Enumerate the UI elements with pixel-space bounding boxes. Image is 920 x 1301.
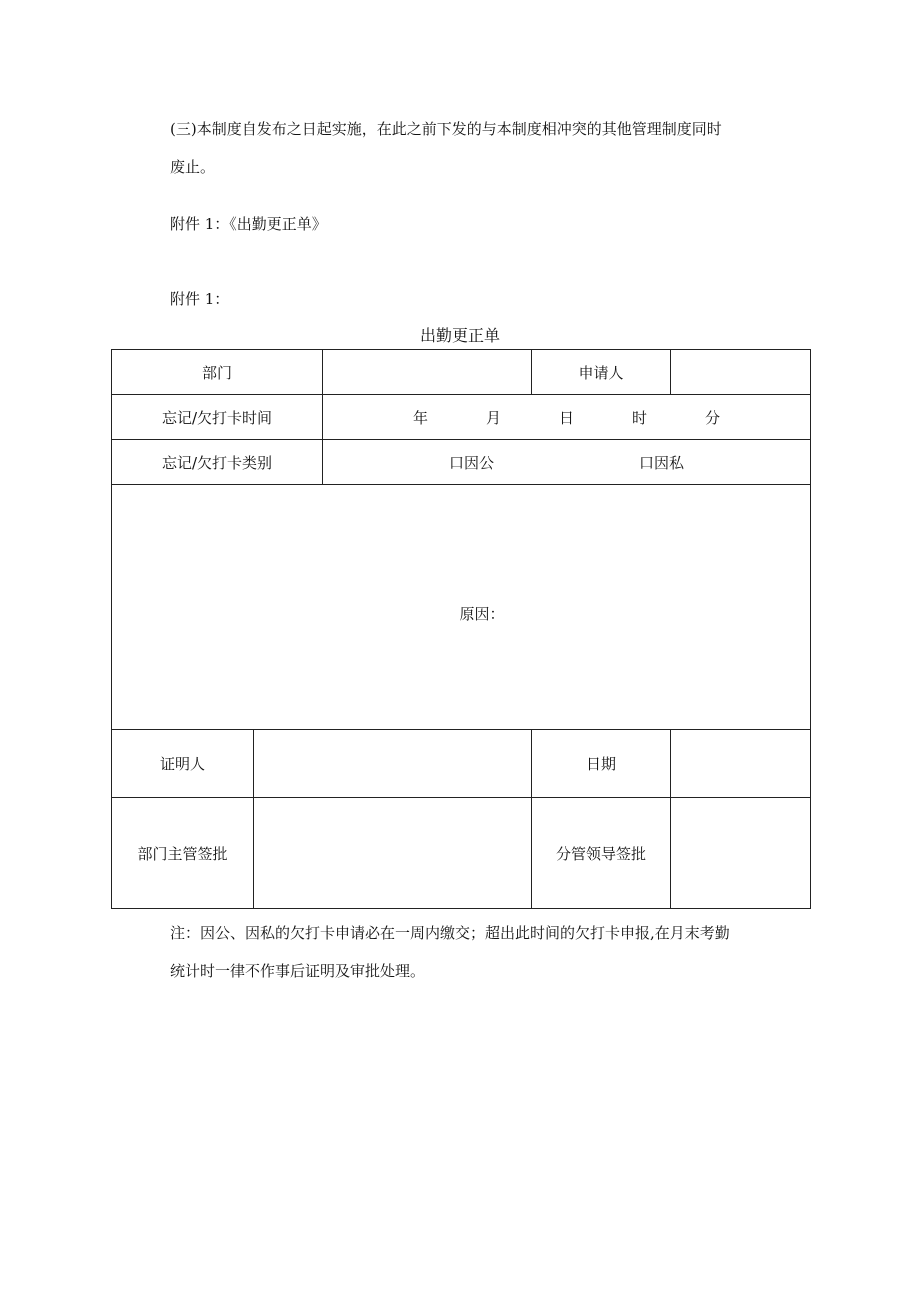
hour-unit: 时: [632, 408, 648, 427]
missed-time-label: 忘记/欠打卡时间: [112, 395, 323, 440]
applicant-label: 申请人: [532, 350, 671, 395]
missed-time-field[interactable]: [323, 395, 811, 440]
division-leader-signature-field[interactable]: [671, 798, 811, 909]
year-unit: 年: [412, 408, 428, 427]
attendance-correction-form: [111, 349, 811, 909]
department-field[interactable]: [323, 350, 532, 395]
form-row-department: [112, 350, 811, 395]
month-unit: 月: [485, 408, 501, 427]
category-private-checkbox[interactable]: 口因私: [639, 453, 685, 472]
missed-category-label: 忘记/欠打卡类别: [112, 440, 323, 485]
minute-unit: 分: [705, 408, 721, 427]
form-note-line2: 统计时一律不作事后证明及审批处理。: [170, 962, 426, 980]
division-leader-label: 分管领导签批: [532, 798, 671, 909]
form-row-time: [112, 395, 811, 440]
reason-label: 原因：: [459, 604, 505, 623]
department-label: 部门: [112, 350, 323, 395]
witness-field[interactable]: [254, 730, 532, 798]
dept-supervisor-signature-field[interactable]: [254, 798, 532, 909]
reason-field[interactable]: [112, 485, 811, 730]
policy-paragraph-line1: (三)本制度自发布之日起实施，在此之前下发的与本制度相冲突的其他管理制度同时: [170, 120, 722, 138]
policy-paragraph: [170, 110, 810, 186]
date-field[interactable]: [671, 730, 811, 798]
form-row-reason: [112, 485, 811, 730]
form-note-line1: 注：因公、因私的欠打卡申请必在一周内缴交；超出此时间的欠打卡申报,在月末考勤: [170, 924, 730, 942]
witness-label: 证明人: [112, 730, 254, 798]
attachment-reference: 附件 1：《出勤更正单》: [170, 215, 327, 233]
dept-supervisor-label: 部门主管签批: [112, 798, 254, 909]
form-title: 出勤更正单: [419, 326, 500, 345]
form-row-witness: [112, 730, 811, 798]
day-unit: 日: [559, 408, 575, 427]
form-note: [170, 914, 815, 990]
date-label: 日期: [532, 730, 671, 798]
applicant-field[interactable]: [671, 350, 811, 395]
form-row-approval: [112, 798, 811, 909]
policy-paragraph-line2: 废止。: [170, 158, 216, 176]
form-row-category: [112, 440, 811, 485]
category-public-checkbox[interactable]: 口因公: [449, 453, 495, 472]
missed-category-options: [323, 440, 811, 485]
attachment-label: 附件 1：: [170, 290, 230, 308]
